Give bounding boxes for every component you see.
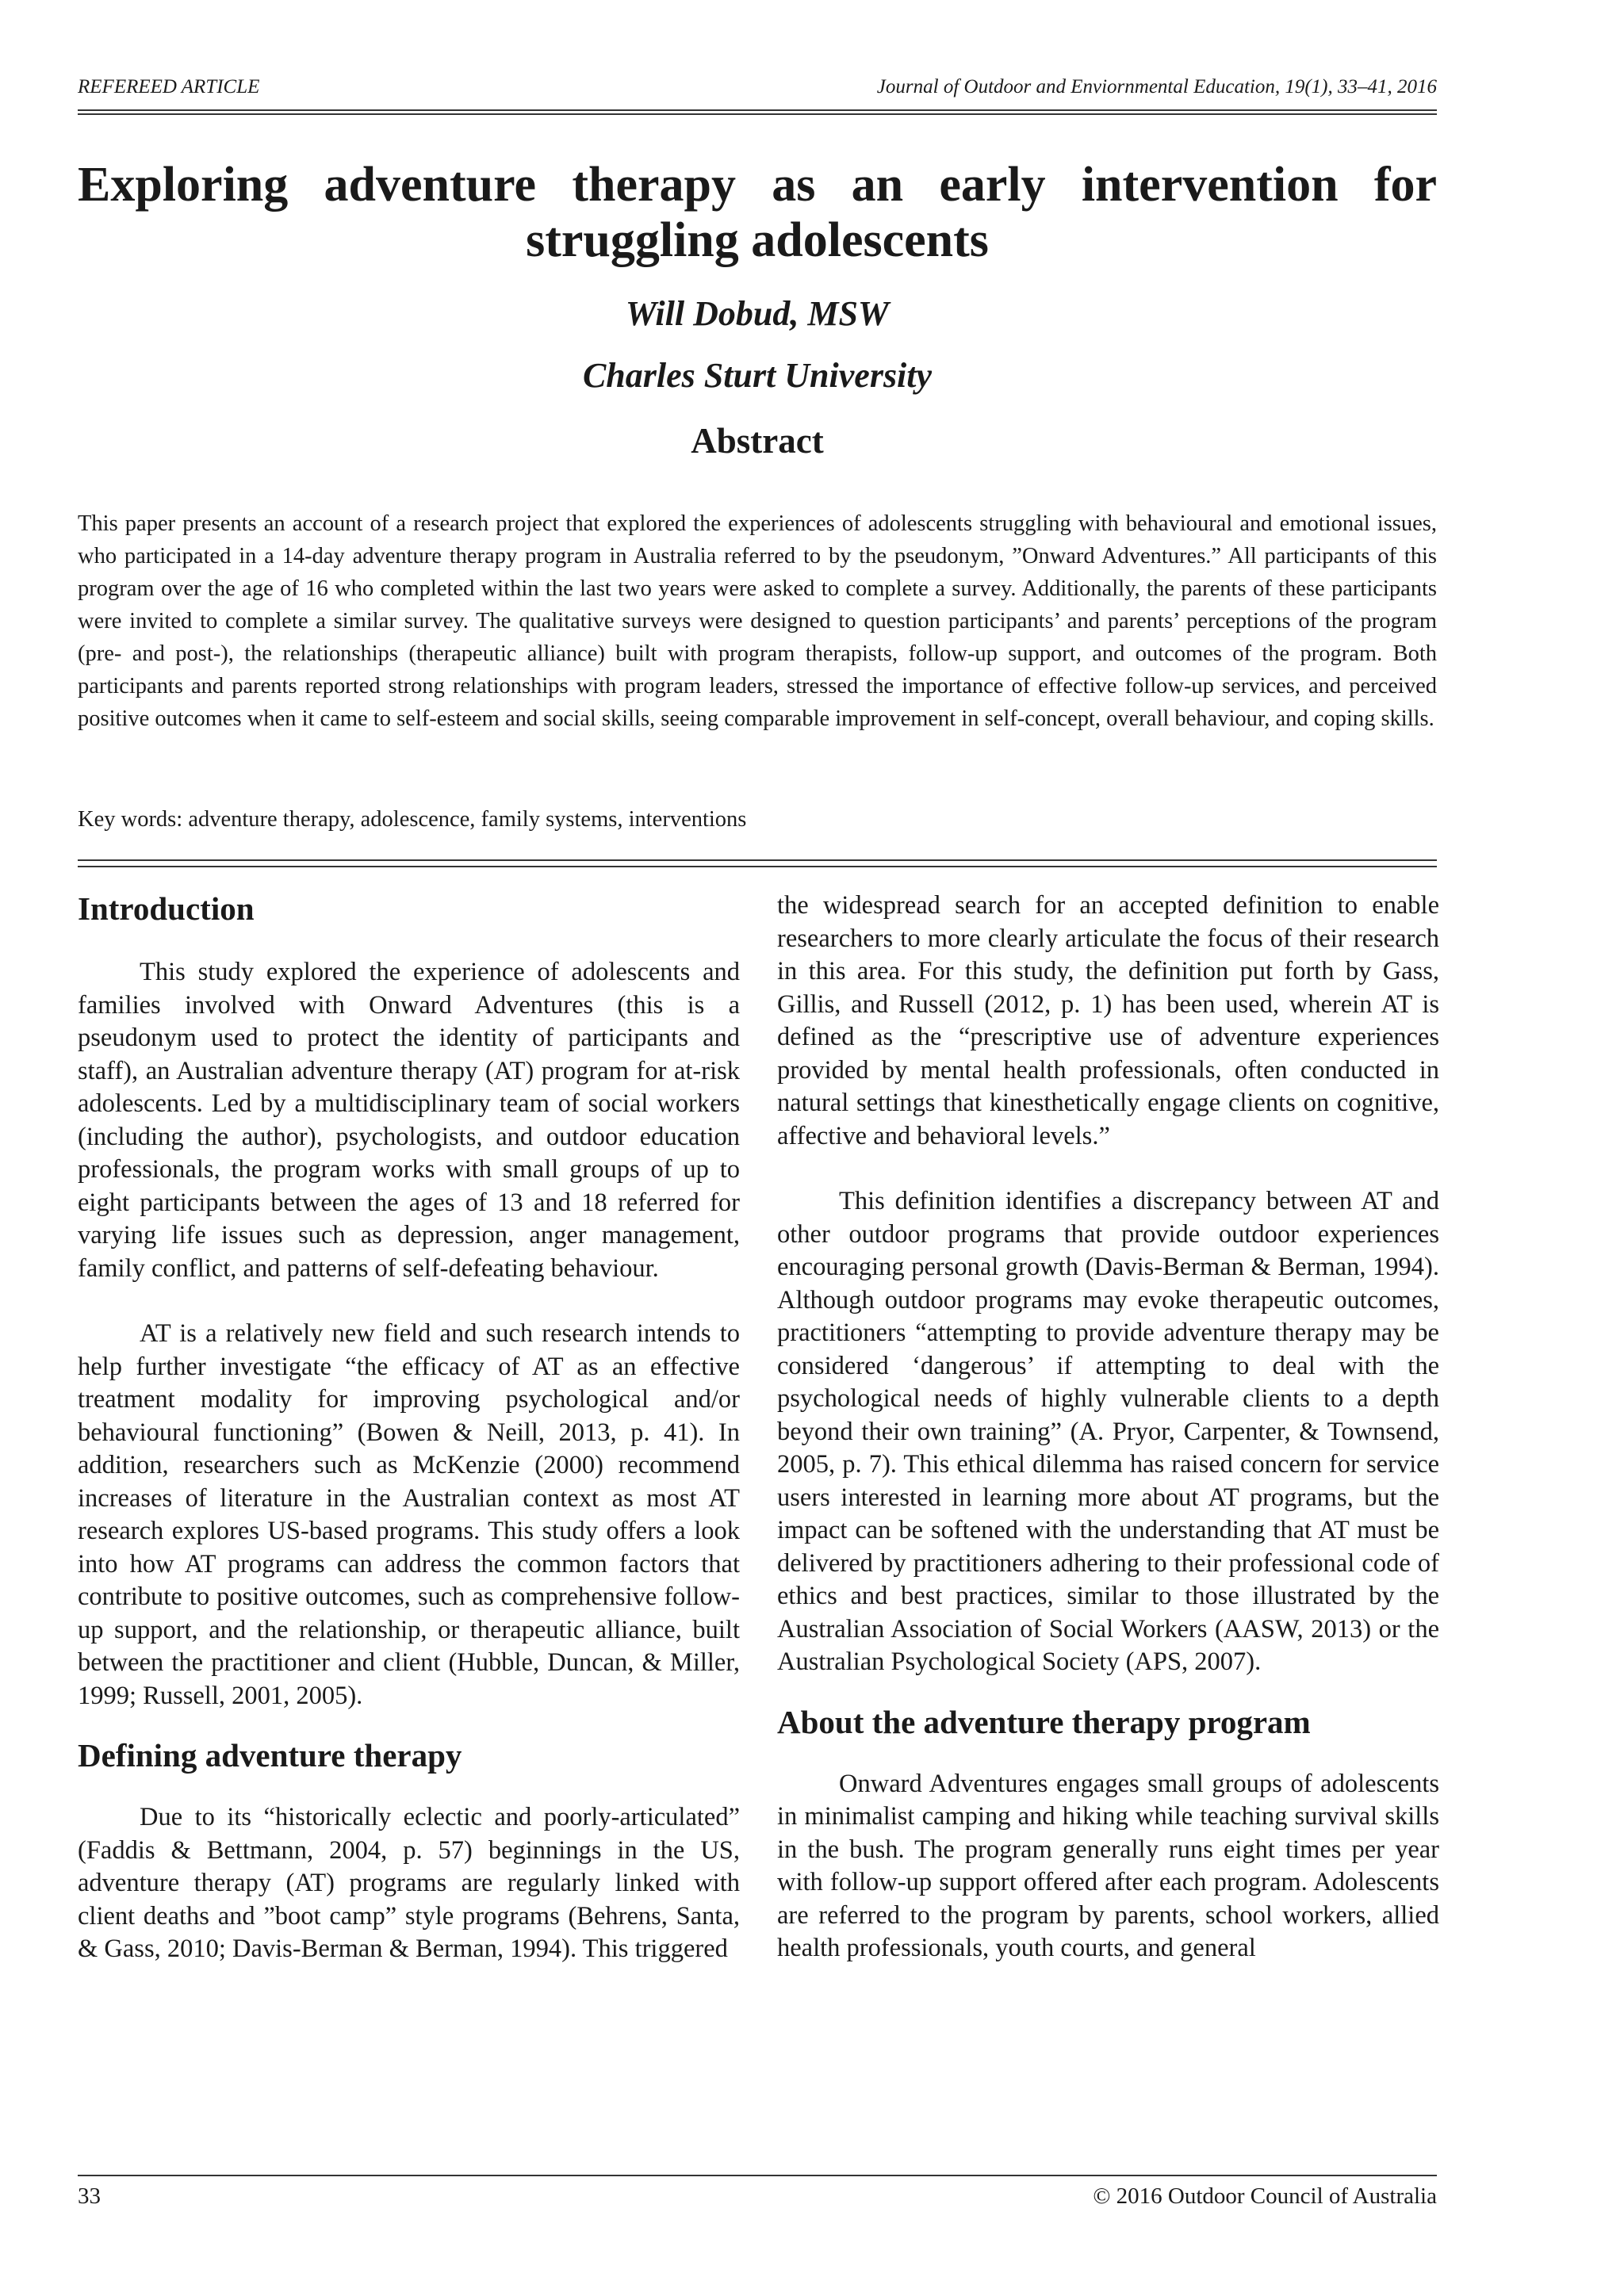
author-affiliation: Charles Sturt University — [582, 356, 933, 395]
intro-paragraph-1: This study explored the experience of adolescents and families involved with Onward Adventures (this is a pseudonym used to protect the identity of participants and staff), an Australian adventure therapy (AT) program for at-risk adolescents. Led by a multidisciplinary team of social workers (including the author), psychologists, and outdoor education professionals, the program works with small groups of up to eight participants between the ages of 13 and 18 referred for varying life issues such as depression, anger management, family conflict, and patterns of self-defeating behaviour. — [78, 958, 740, 1283]
journal-citation: Journal of Outdoor and Enviornmental Education, 19(1), 33–41, 2016 — [876, 76, 1437, 98]
copyright-notice: © 2016 Outdoor Council of Australia — [1093, 2183, 1437, 2209]
right-column — [777, 890, 1439, 1965]
section-divider — [78, 859, 1437, 867]
running-header — [78, 76, 1437, 108]
continued-paragraph: the widespread search for an accepted definition to enable researchers to more clearly articulate the focus of their research in this area. For this study, the definition put forth by Gass, Gillis, and Russell (2012, p. 1) has been used, wherein AT is defined as the “prescriptive use of adventure experiences provided by mental health professionals, often conducted in natural settings that kinesthetically engage clients on cognitive, affective and behavioral levels.” — [777, 891, 1439, 1150]
about-program-paragraph: Onward Adventures engages small groups of adolescents in minimalist camping and hiking while teaching survival skills in the bush. The program generally runs eight times per year with follow-up support offered after each program. Adolescents are referred to the program by parents, school workers, allied health professionals, youth courts, and general — [777, 1769, 1439, 1962]
paper-title: Exploring adventure therapy as an early intervention for struggling adolescents — [78, 158, 1437, 267]
left-column — [78, 890, 740, 1966]
header-rule-secondary — [78, 113, 1437, 115]
footer-rule — [78, 2175, 1437, 2176]
abstract-body: This paper presents an account of a research project that explored the experiences of adolescents struggling with behavioural and emotional issues, who participated in a 14-day adventure therapy program in Australia referred to by the pseudonym, ”Onward Adventures.” All participants of this program over the age of 16 who completed within the last two years were asked to complete a survey. Additionally, the parents of these participants were invited to complete a similar survey. The qualitative surveys were designed to question participants’ and parents’ perceptions of the program (pre- and post-), the relationships (therapeutic alliance) built with program therapists, follow-up support, and outcomes of the program. Both participants and parents reported strong relationships with program leaders, stressed the importance of effective follow-up services, and perceived positive outcomes when it came to self-esteem and social skills, seeing comparable improvement in self-concept, overall behaviour, and coping skills. — [78, 511, 1437, 731]
intro-paragraph-2: AT is a relatively new field and such research intends to help further investigate “the efficacy of AT as an effective treatment modality for improving psychological and/or behavioural functioning” (Bowen & Neill, 2013, p. 41). In addition, researchers such as McKenzie (2000) recommend increases of literature in the Australian context as most AT research explores US-based programs. This study offers a look into how AT programs can address the common factors that contribute to positive outcomes, such as comprehensive follow-up support, and the relationship, or therapeutic alliance, built between the practitioner and client (Hubble, Duncan, & Miller, 1999; Russell, 2001, 2005). — [78, 1319, 740, 1710]
about-program-heading: About the adventure therapy program — [777, 1703, 1311, 1740]
article-type-label: REFEREED ARTICLE — [78, 76, 260, 98]
header-rule — [78, 109, 1437, 111]
introduction-heading: Introduction — [78, 890, 255, 927]
defining-heading: Defining adventure therapy — [78, 1737, 462, 1774]
defining-paragraph-1: Due to its “historically eclectic and poorly-articulated” (Faddis & Bettmann, 2004, p. 57) beginnings in the US, adventure therapy (AT) programs are regularly linked with client deaths and ”boot camp” style programs (Behrens, Santa, & Gass, 2010; Davis-Berman & Berman, 1994). This triggered — [78, 1803, 740, 1963]
page-number: 33 — [78, 2183, 101, 2209]
abstract-heading: Abstract — [691, 421, 824, 461]
definition-paragraph: This definition identifies a discrepancy between AT and other outdoor programs that provide outdoor experiences encouraging personal growth (Davis-Berman & Berman, 1994). Although outdoor programs may evoke therapeutic outcomes, practitioners “attempting to provide adventure therapy may be considered ‘dangerous’ if attempting to deal with the psychological needs of highly vulnerable clients to a depth beyond their own training” (A. Pryor, Carpenter, & Townsend, 2005, p. 7). This ethical dilemma has raised concern for service users interested in learning more about AT programs, but the impact can be softened with the understanding that AT must be delivered by practitioners adhering to their professional code of ethics and best practices, similar to those illustrated by the Australian Association of Social Workers (AASW, 2013) or the Australian Psychological Society (APS, 2007). — [777, 1187, 1439, 1676]
author-name: Will Dobud, MSW — [625, 294, 890, 333]
keywords: Key words: adventure therapy, adolescence, family systems, interventions — [78, 807, 747, 832]
